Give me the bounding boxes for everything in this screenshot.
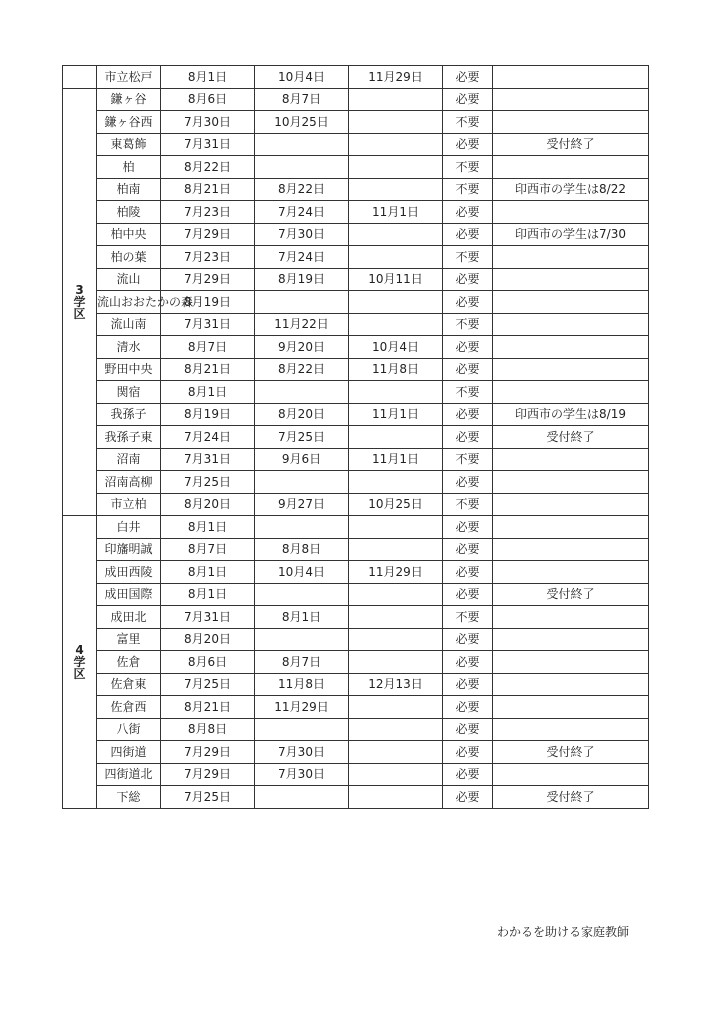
- exam-date-2: 7月25日: [255, 426, 349, 449]
- exam-date-1: 7月30日: [161, 111, 255, 134]
- district-label-char: 区: [73, 306, 86, 321]
- requirement: 必要: [443, 786, 493, 809]
- exam-date-1: 8月19日: [161, 291, 255, 314]
- table-row: [63, 448, 649, 471]
- table-row: [63, 651, 649, 674]
- table-row: [63, 358, 649, 381]
- exam-date-2: 11月29日: [255, 696, 349, 719]
- school-name: 柏の葉: [97, 246, 161, 269]
- exam-date-1: 8月1日: [161, 583, 255, 606]
- note: [493, 763, 649, 786]
- school-name: 流山: [97, 268, 161, 291]
- exam-date-3: [349, 718, 443, 741]
- requirement: 必要: [443, 628, 493, 651]
- note: 受付終了: [493, 133, 649, 156]
- exam-date-1: 8月20日: [161, 493, 255, 516]
- exam-date-3: [349, 381, 443, 404]
- exam-date-2: [255, 786, 349, 809]
- school-name: 白井: [97, 516, 161, 539]
- table-row: [63, 763, 649, 786]
- requirement: 必要: [443, 651, 493, 674]
- exam-date-3: [349, 111, 443, 134]
- exam-date-1: 7月29日: [161, 268, 255, 291]
- school-name: 野田中央: [97, 358, 161, 381]
- note: [493, 156, 649, 179]
- exam-date-3: [349, 516, 443, 539]
- note: [493, 268, 649, 291]
- school-name: 関宿: [97, 381, 161, 404]
- exam-date-2: 8月19日: [255, 268, 349, 291]
- requirement: 必要: [443, 516, 493, 539]
- requirement: 必要: [443, 561, 493, 584]
- exam-date-3: [349, 651, 443, 674]
- exam-date-1: 8月21日: [161, 358, 255, 381]
- exam-date-1: 8月1日: [161, 516, 255, 539]
- exam-date-2: 11月8日: [255, 673, 349, 696]
- exam-date-1: 7月23日: [161, 201, 255, 224]
- exam-date-1: 8月1日: [161, 381, 255, 404]
- school-name: 佐倉東: [97, 673, 161, 696]
- requirement: 不要: [443, 448, 493, 471]
- table-row: [63, 583, 649, 606]
- table-row: [63, 606, 649, 629]
- school-name: 四街道: [97, 741, 161, 764]
- exam-date-2: 8月7日: [255, 651, 349, 674]
- requirement: 必要: [443, 741, 493, 764]
- exam-date-2: 10月4日: [255, 66, 349, 89]
- exam-date-1: 7月24日: [161, 426, 255, 449]
- exam-date-3: [349, 471, 443, 494]
- exam-date-2: 7月24日: [255, 201, 349, 224]
- note: 受付終了: [493, 583, 649, 606]
- note: [493, 88, 649, 111]
- exam-date-1: 8月8日: [161, 718, 255, 741]
- note: [493, 66, 649, 89]
- exam-date-1: 8月1日: [161, 66, 255, 89]
- requirement: 必要: [443, 291, 493, 314]
- table-row: [63, 111, 649, 134]
- exam-date-2: [255, 583, 349, 606]
- table-row: [63, 696, 649, 719]
- requirement: 必要: [443, 403, 493, 426]
- exam-date-2: 8月22日: [255, 178, 349, 201]
- requirement: 必要: [443, 201, 493, 224]
- table-row: [63, 88, 649, 111]
- exam-date-2: [255, 133, 349, 156]
- exam-date-3: 11月29日: [349, 561, 443, 584]
- exam-date-2: 9月27日: [255, 493, 349, 516]
- table-row: [63, 516, 649, 539]
- exam-date-1: 8月19日: [161, 403, 255, 426]
- exam-date-1: 8月7日: [161, 538, 255, 561]
- requirement: 必要: [443, 223, 493, 246]
- table-row: [63, 493, 649, 516]
- note: [493, 561, 649, 584]
- school-name: 流山おおたかの森: [97, 291, 161, 314]
- table-row: [63, 178, 649, 201]
- district-label-char: 4: [75, 642, 84, 657]
- school-name: 鎌ヶ谷西: [97, 111, 161, 134]
- table-row: [63, 291, 649, 314]
- requirement: 必要: [443, 718, 493, 741]
- requirement: 不要: [443, 606, 493, 629]
- exam-date-2: [255, 718, 349, 741]
- exam-date-1: 8月21日: [161, 178, 255, 201]
- table-row: [63, 336, 649, 359]
- district-label-char: 区: [73, 666, 86, 681]
- exam-date-2: 9月6日: [255, 448, 349, 471]
- exam-date-3: [349, 786, 443, 809]
- table-row: [63, 628, 649, 651]
- school-name: 我孫子東: [97, 426, 161, 449]
- exam-date-3: 11月1日: [349, 448, 443, 471]
- exam-date-3: 10月11日: [349, 268, 443, 291]
- exam-date-3: [349, 223, 443, 246]
- exam-date-1: 7月31日: [161, 606, 255, 629]
- exam-date-2: [255, 156, 349, 179]
- exam-date-2: 8月1日: [255, 606, 349, 629]
- school-name: 成田国際: [97, 583, 161, 606]
- exam-date-3: [349, 583, 443, 606]
- exam-date-3: [349, 291, 443, 314]
- schedule-table: [62, 65, 649, 809]
- district-label-char: 学: [73, 654, 86, 669]
- table-row: [63, 223, 649, 246]
- exam-date-2: 8月22日: [255, 358, 349, 381]
- exam-date-1: 7月23日: [161, 246, 255, 269]
- note: 印西市の学生は7/30: [493, 223, 649, 246]
- requirement: 必要: [443, 358, 493, 381]
- school-name: 市立松戸: [97, 66, 161, 89]
- requirement: 不要: [443, 493, 493, 516]
- requirement: 必要: [443, 538, 493, 561]
- requirement: 必要: [443, 66, 493, 89]
- requirement: 必要: [443, 673, 493, 696]
- schedule-table-body: [63, 66, 649, 809]
- exam-date-1: 8月7日: [161, 336, 255, 359]
- note: [493, 358, 649, 381]
- school-name: 沼南: [97, 448, 161, 471]
- exam-date-1: 7月31日: [161, 313, 255, 336]
- school-name: 佐倉西: [97, 696, 161, 719]
- exam-date-1: 7月25日: [161, 471, 255, 494]
- note: [493, 628, 649, 651]
- school-name: 下総: [97, 786, 161, 809]
- note: [493, 538, 649, 561]
- exam-date-2: 10月25日: [255, 111, 349, 134]
- note: 印西市の学生は8/19: [493, 403, 649, 426]
- note: [493, 201, 649, 224]
- district-label: [63, 516, 97, 809]
- exam-date-1: 7月31日: [161, 448, 255, 471]
- requirement: 不要: [443, 111, 493, 134]
- note: [493, 313, 649, 336]
- exam-date-1: 7月29日: [161, 741, 255, 764]
- school-name: 八街: [97, 718, 161, 741]
- school-name: 鎌ヶ谷: [97, 88, 161, 111]
- exam-date-2: 9月20日: [255, 336, 349, 359]
- requirement: 不要: [443, 381, 493, 404]
- exam-date-1: 8月21日: [161, 696, 255, 719]
- table-row: [63, 156, 649, 179]
- school-name: 佐倉: [97, 651, 161, 674]
- table-row: [63, 66, 649, 89]
- exam-date-2: 8月8日: [255, 538, 349, 561]
- note: [493, 448, 649, 471]
- table-row: [63, 246, 649, 269]
- requirement: 必要: [443, 471, 493, 494]
- exam-date-2: 7月30日: [255, 223, 349, 246]
- school-name: 成田西陵: [97, 561, 161, 584]
- exam-date-2: 8月7日: [255, 88, 349, 111]
- note: [493, 291, 649, 314]
- table-row: [63, 718, 649, 741]
- exam-date-3: 10月4日: [349, 336, 443, 359]
- school-name: 印旛明誠: [97, 538, 161, 561]
- exam-date-3: [349, 156, 443, 179]
- table-row: [63, 201, 649, 224]
- requirement: 必要: [443, 88, 493, 111]
- exam-date-1: 8月20日: [161, 628, 255, 651]
- exam-date-3: [349, 606, 443, 629]
- exam-date-3: [349, 628, 443, 651]
- footer-credit: わかるを助ける家庭教師: [497, 925, 630, 939]
- note: 受付終了: [493, 741, 649, 764]
- exam-date-2: 7月24日: [255, 246, 349, 269]
- requirement: 不要: [443, 156, 493, 179]
- exam-date-3: [349, 426, 443, 449]
- note: [493, 246, 649, 269]
- exam-date-3: [349, 246, 443, 269]
- note: 受付終了: [493, 786, 649, 809]
- table-row: [63, 561, 649, 584]
- note: [493, 516, 649, 539]
- school-name: 流山南: [97, 313, 161, 336]
- note: [493, 606, 649, 629]
- exam-date-3: [349, 178, 443, 201]
- requirement: 必要: [443, 133, 493, 156]
- school-name: 我孫子: [97, 403, 161, 426]
- table-row: [63, 133, 649, 156]
- table-row: [63, 786, 649, 809]
- requirement: 必要: [443, 583, 493, 606]
- exam-date-3: [349, 313, 443, 336]
- exam-date-2: [255, 516, 349, 539]
- table-row: [63, 538, 649, 561]
- exam-date-3: 11月1日: [349, 201, 443, 224]
- exam-date-3: [349, 763, 443, 786]
- table-row: [63, 426, 649, 449]
- requirement: 不要: [443, 313, 493, 336]
- exam-date-3: 11月8日: [349, 358, 443, 381]
- table-row: [63, 268, 649, 291]
- school-name: 柏南: [97, 178, 161, 201]
- exam-date-1: 8月1日: [161, 561, 255, 584]
- exam-date-3: [349, 538, 443, 561]
- note: [493, 718, 649, 741]
- district-label: [63, 88, 97, 516]
- exam-date-2: 10月4日: [255, 561, 349, 584]
- school-name: 富里: [97, 628, 161, 651]
- district-label-char: 3: [75, 282, 84, 297]
- school-name: 柏陵: [97, 201, 161, 224]
- exam-date-2: [255, 628, 349, 651]
- exam-date-3: [349, 88, 443, 111]
- table-row: [63, 381, 649, 404]
- requirement: 不要: [443, 178, 493, 201]
- school-name: 柏中央: [97, 223, 161, 246]
- exam-date-1: 7月29日: [161, 763, 255, 786]
- note: 受付終了: [493, 426, 649, 449]
- district-label-char: 学: [73, 294, 86, 309]
- exam-date-1: 8月6日: [161, 88, 255, 111]
- exam-date-1: 8月6日: [161, 651, 255, 674]
- exam-date-1: 7月25日: [161, 786, 255, 809]
- exam-date-2: [255, 471, 349, 494]
- school-name: 市立柏: [97, 493, 161, 516]
- requirement: 必要: [443, 426, 493, 449]
- exam-date-2: 7月30日: [255, 741, 349, 764]
- requirement: 必要: [443, 336, 493, 359]
- exam-date-1: 7月29日: [161, 223, 255, 246]
- note: [493, 673, 649, 696]
- requirement: 不要: [443, 246, 493, 269]
- school-name: 沼南高柳: [97, 471, 161, 494]
- exam-date-1: 7月25日: [161, 673, 255, 696]
- exam-date-3: [349, 133, 443, 156]
- school-name: 四街道北: [97, 763, 161, 786]
- table-row: [63, 673, 649, 696]
- exam-date-2: [255, 381, 349, 404]
- exam-date-2: 11月22日: [255, 313, 349, 336]
- note: [493, 696, 649, 719]
- exam-date-1: 7月31日: [161, 133, 255, 156]
- note: [493, 381, 649, 404]
- district-cell-blank: [63, 66, 97, 89]
- exam-date-3: 10月25日: [349, 493, 443, 516]
- requirement: 必要: [443, 696, 493, 719]
- exam-date-1: 8月22日: [161, 156, 255, 179]
- requirement: 必要: [443, 763, 493, 786]
- exam-date-3: 11月29日: [349, 66, 443, 89]
- table-row: [63, 313, 649, 336]
- exam-date-3: [349, 741, 443, 764]
- exam-date-3: [349, 696, 443, 719]
- note: [493, 471, 649, 494]
- table-row: [63, 471, 649, 494]
- note: 印西市の学生は8/22: [493, 178, 649, 201]
- exam-date-2: [255, 291, 349, 314]
- exam-date-2: 8月20日: [255, 403, 349, 426]
- school-name: 東葛飾: [97, 133, 161, 156]
- note: [493, 111, 649, 134]
- note: [493, 336, 649, 359]
- school-name: 成田北: [97, 606, 161, 629]
- exam-date-3: 12月13日: [349, 673, 443, 696]
- exam-date-3: 11月1日: [349, 403, 443, 426]
- note: [493, 651, 649, 674]
- note: [493, 493, 649, 516]
- school-name: 柏: [97, 156, 161, 179]
- requirement: 必要: [443, 268, 493, 291]
- school-name: 清水: [97, 336, 161, 359]
- table-row: [63, 741, 649, 764]
- table-row: [63, 403, 649, 426]
- exam-date-2: 7月30日: [255, 763, 349, 786]
